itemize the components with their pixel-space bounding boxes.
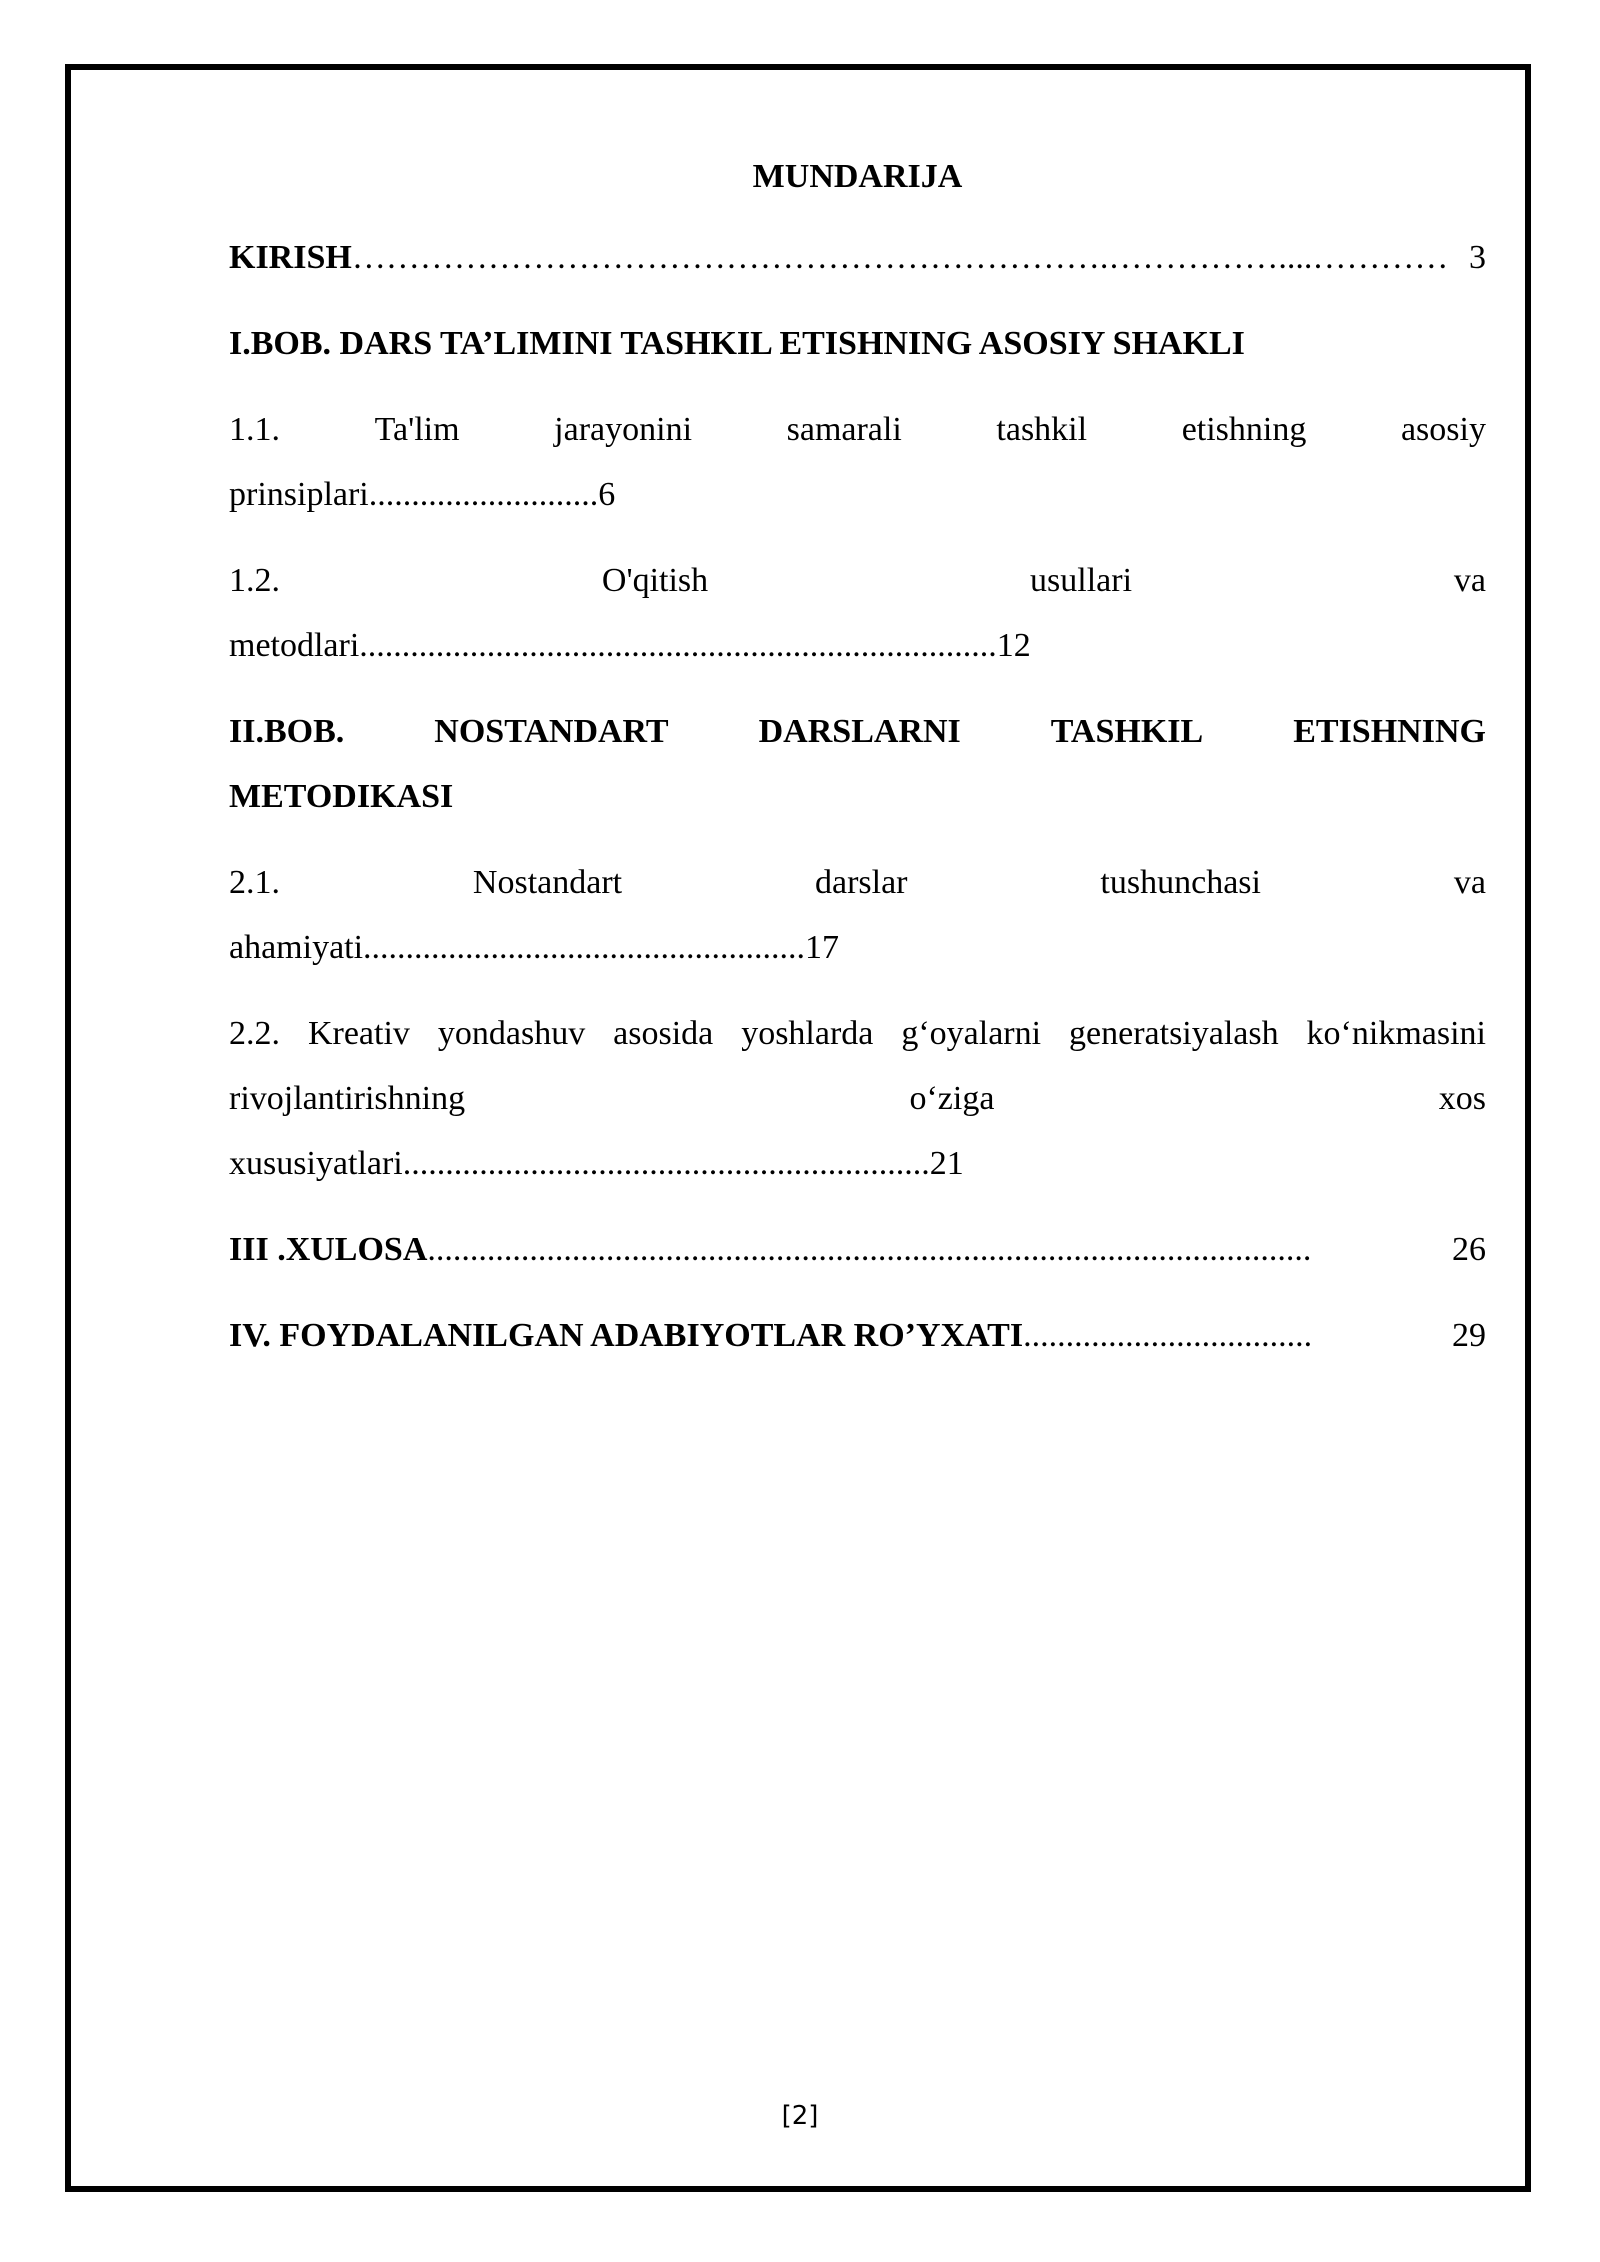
toc-entry-label: III .XULOSA: [229, 1231, 428, 1268]
toc-entry-section-2-1[interactable]: [229, 850, 1486, 980]
dot-leader: ........................................................................................................: [427, 1231, 1312, 1268]
toc-entry-label: KIRISH: [229, 239, 352, 276]
toc-entry-line-with-page: metodlari...........................................................................12: [229, 627, 1031, 664]
toc-word: Ta'lim: [374, 411, 460, 448]
toc-word: etishning: [1181, 411, 1307, 448]
toc-word: 2.1.: [229, 864, 280, 901]
toc-word: o‘ziga: [909, 1080, 995, 1117]
page-number: [2]: [781, 2101, 819, 2131]
toc-entry-kirish[interactable]: [229, 225, 1486, 290]
toc-entry-line: [229, 548, 1486, 613]
toc-word: asosiy: [1400, 411, 1486, 448]
toc-word: jarayonini: [554, 411, 693, 448]
toc-entry-line: [229, 1001, 1486, 1066]
toc-word: O'qitish: [601, 562, 709, 599]
toc-word: TASHKIL: [1050, 713, 1204, 750]
toc-word: ETISHNING: [1293, 713, 1486, 750]
toc-word: 1.2.: [229, 562, 280, 599]
page-ref: 29: [1452, 1317, 1486, 1354]
toc-entry-line-with-page: ahamiyati....................................................17: [229, 929, 840, 966]
toc-word: tushunchasi: [1100, 864, 1261, 901]
toc-word: DARSLARNI: [758, 713, 961, 750]
toc-entry-chapter-2[interactable]: [229, 699, 1486, 829]
dot-leader: ..................................: [1023, 1317, 1313, 1354]
toc-word: usullari: [1030, 562, 1133, 599]
toc-entry-line: [229, 850, 1486, 915]
table-of-contents: [229, 150, 1486, 1389]
toc-word: samarali: [786, 411, 902, 448]
toc-word: darslar: [815, 864, 908, 901]
page-ref: 26: [1452, 1231, 1486, 1268]
toc-entry-line: [229, 397, 1486, 462]
toc-entry-label: I.BOB. DARS TA’LIMINI TASHKIL ETISHNING ASOSIY SHAKLI: [229, 325, 1245, 362]
dot-leader: ………………………………………………………….……………....…………: [351, 239, 1449, 276]
toc-entry-section-2-2[interactable]: [229, 1001, 1486, 1196]
page-ref: 3: [1469, 239, 1486, 276]
toc-word: tashkil: [996, 411, 1088, 448]
toc-word: va: [1453, 562, 1486, 599]
toc-word: xos: [1438, 1080, 1486, 1117]
toc-word: NOSTANDART: [434, 713, 669, 750]
toc-word: Nostandart: [472, 864, 623, 901]
toc-entry-line: METODIKASI: [229, 778, 454, 815]
toc-entry-line-with-page: xususiyatlari..............................................................21: [229, 1145, 964, 1182]
toc-word: rivojlantirishning: [229, 1080, 466, 1117]
toc-entry-text: 2.2. Kreativ yondashuv asosida yoshlarda g‘oyalarni generatsiyalash ko‘nikmasini: [229, 1015, 1486, 1052]
toc-entry-label: IV. FOYDALANILGAN ADABIYOTLAR RO’YXATI: [229, 1317, 1024, 1354]
toc-title: MUNDARIJA: [752, 158, 963, 195]
toc-word: II.BOB.: [229, 713, 345, 750]
toc-entry-xulosa[interactable]: [229, 1217, 1486, 1282]
toc-entry-section-1-1[interactable]: [229, 397, 1486, 527]
toc-word: va: [1453, 864, 1486, 901]
toc-entry-line: [229, 699, 1486, 764]
toc-entry-chapter-1[interactable]: [229, 311, 1486, 376]
toc-entry-line-with-page: prinsiplari...........................6: [229, 476, 616, 513]
toc-entry-section-1-2[interactable]: [229, 548, 1486, 678]
toc-entry-line: [229, 1066, 1486, 1131]
toc-entry-adabiyotlar[interactable]: [229, 1303, 1486, 1368]
toc-word: 1.1.: [229, 411, 280, 448]
